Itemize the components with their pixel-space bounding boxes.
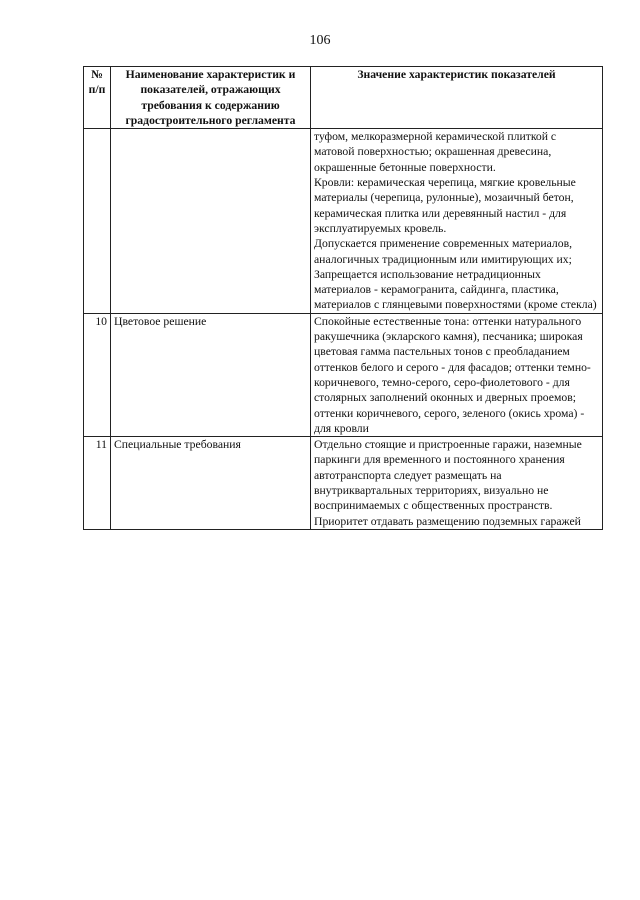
table-row	[84, 313, 603, 436]
value-paragraph: Допускается применение современных материалов, аналогичных традиционным или имитирующих их;	[314, 237, 573, 266]
regulation-table	[83, 66, 603, 530]
row-number	[84, 129, 111, 314]
table-header-row	[84, 67, 603, 129]
row-characteristic-value	[311, 313, 603, 436]
row-characteristic-value	[311, 437, 603, 530]
page-number: 106	[309, 33, 331, 48]
row-characteristic-name: Цветовое решение	[111, 313, 311, 436]
row-characteristic-name	[111, 129, 311, 314]
value-paragraph: Спокойные естественные тона: оттенки натурального ракушечника (экларского камня), песчаника; широкая цветовая гамма пастельных тонов с преобладанием оттенков белого и серого - для фасадов; оттенки темно-коричневого, темно-серого, серо-фиолетового - для столярных заполнений оконных и дверных проемов; оттенки коричневого, серого, зеленого (окись хрома) - для кровли	[314, 314, 591, 435]
header-characteristic-name: Наименование характеристик и показателей, отражающих требования к содержанию градостроительного регламента	[111, 67, 311, 129]
value-paragraph: Кровли: керамическая черепица, мягкие кровельные материалы (черепица, рулонные), мозаичный бетон, керамическая плитка или деревянный настил - для эксплуатируемых кровель.	[314, 176, 576, 235]
row-characteristic-name: Специальные требования	[111, 437, 311, 530]
header-number: № п/п	[84, 67, 111, 129]
table-row	[84, 437, 603, 530]
value-paragraph: туфом, мелкоразмерной керамической плиткой с матовой поверхностью; окрашенная древесина, окрашенные бетонные поверхности.	[314, 130, 557, 174]
row-number: 10	[84, 313, 111, 436]
row-characteristic-value	[311, 129, 603, 314]
table-row	[84, 129, 603, 314]
header-characteristic-value: Значение характеристик показателей	[311, 67, 603, 129]
value-paragraph: Отдельно стоящие и пристроенные гаражи, наземные паркинги для временного и постоянного хранения автотранспорта следует размещать на внутриквартальных территориях, визуально не воспринимаемых с общественных пространств. Приоритет отдавать размещению подземных гаражей	[314, 438, 582, 528]
row-number: 11	[84, 437, 111, 530]
value-paragraph: Запрещается использование нетрадиционных материалов - керамогранита, сайдинга, пластика, материалов с глянцевыми поверхностями (кроме стекла)	[314, 267, 597, 312]
